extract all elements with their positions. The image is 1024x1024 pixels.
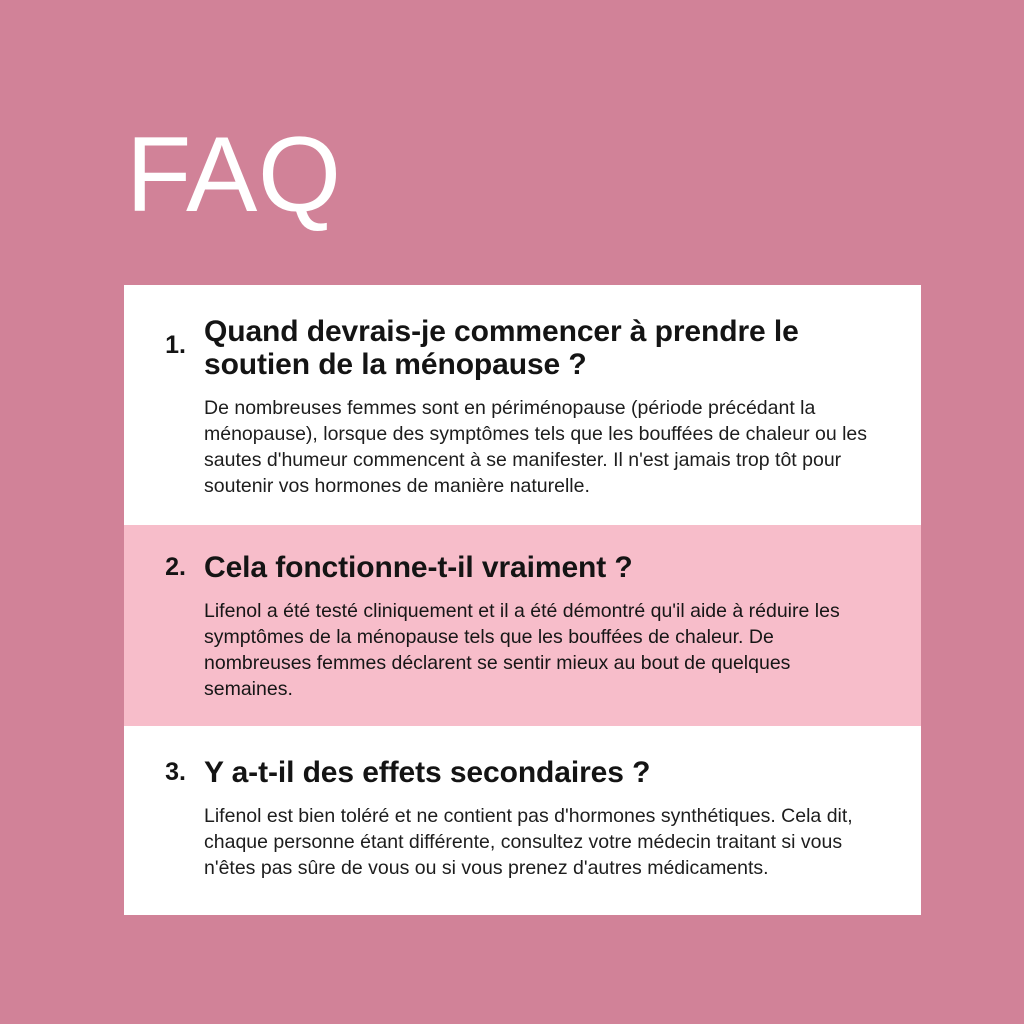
faq-answer-2: Lifenol a été testé cliniquement et il a été démontré qu'il aide à réduire les symptômes de la ménopause tels que les bouffées de chaleur. De nombreuses femmes déclarent se sentir mieux au bout de quelques semaines.	[204, 600, 840, 700]
faq-question-3: Y a-t-il des effets secondaires ?	[204, 756, 651, 789]
faq-question-row-3	[160, 756, 885, 789]
faq-item-1[interactable]	[124, 285, 921, 525]
faq-item-2[interactable]	[124, 525, 921, 726]
faq-question-row-2	[160, 551, 885, 584]
page-title: FAQ	[126, 114, 342, 234]
faq-question-2: Cela fonctionne-t-il vraiment ?	[204, 551, 633, 584]
faq-item-3[interactable]	[124, 726, 921, 915]
faq-question-row-1	[160, 315, 885, 381]
faq-answer-1: De nombreuses femmes sont en périménopause (période précédant la ménopause), lorsque des symptômes tels que les bouffées de chaleur ou les sautes d'humeur commencent à se manifester. Il n'est jamais trop tôt pour soutenir vos hormones de manière naturelle.	[204, 397, 868, 497]
faq-list	[124, 285, 921, 915]
faq-item-number-2: 2.	[165, 553, 186, 581]
faq-question-1: Quand devrais-je commencer à prendre le soutien de la ménopause ?	[204, 315, 799, 381]
faq-answer-3: Lifenol est bien toléré et ne contient pas d'hormones synthétiques. Cela dit, chaque personne étant différente, consultez votre médecin traitant si vous n'êtes pas sûre de vous ou si vous prenez d'autres médicaments.	[204, 805, 853, 879]
faq-item-number-3: 3.	[165, 758, 186, 786]
faq-item-number-1: 1.	[165, 331, 186, 359]
